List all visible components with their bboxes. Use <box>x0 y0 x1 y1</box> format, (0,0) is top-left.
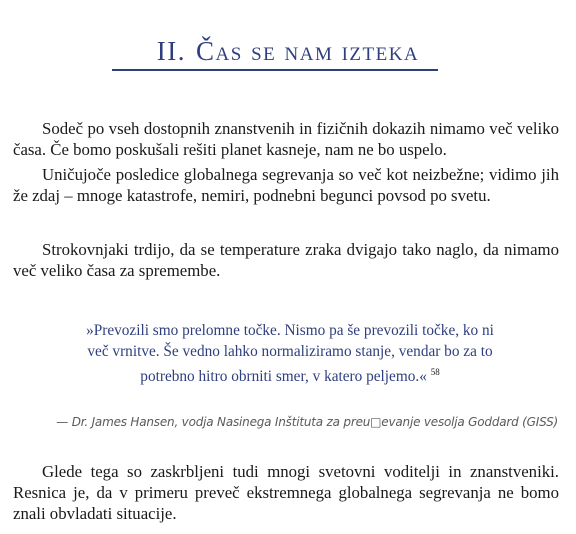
quote-text: »Prevozili smo prelomne točke. Nismo pa še prevozili točke, ko ni več vrnitve. Še vedno lahko normaliziramo stanje, vendar bo za to potrebno hitro obrniti smer, v katero peljemo.« <box>86 322 494 386</box>
paragraph-text: Strokovnjaki trdijo, da se temperature zraka dvigajo tako naglo, da nimamo več veliko časa za spremembe. <box>13 240 559 280</box>
block-quote <box>80 320 500 387</box>
chapter-title-text: Čas se nam izteka <box>196 36 420 66</box>
paragraph-2 <box>13 164 559 206</box>
paragraph-text: Glede tega so zaskrbljeni tudi mnogi svetovni voditelji in znanstveniki. Resnica je, da v primeru preveč ekstremnega globalnega segrevanja ne bomo znali obvladati situacije. <box>13 462 559 523</box>
quote-attribution: — Dr. James Hansen, vodja Nasinega Inštituta za preu□evanje vesolja Goddard (GISS) <box>56 415 558 429</box>
chapter-heading <box>0 34 576 68</box>
chapter-number: II. <box>156 36 187 66</box>
paragraph-1 <box>13 118 559 160</box>
footnote-marker: 58 <box>430 367 440 377</box>
paragraph-text: Uničujoče posledice globalnega segrevanja so več kot neizbežne; vidimo jih že zdaj – mnoge katastrofe, nemiri, podnebni begunci povsod po svetu. <box>13 165 559 205</box>
paragraph-text: Sodeč po vseh dostopnih znanstvenih in fizičnih dokazih nimamo več veliko časa. Če bomo poskušali rešiti planet kasneje, nam ne bo uspelo. <box>13 119 559 159</box>
paragraph-3 <box>13 239 559 281</box>
title-underline <box>112 69 438 71</box>
paragraph-4 <box>13 461 559 524</box>
